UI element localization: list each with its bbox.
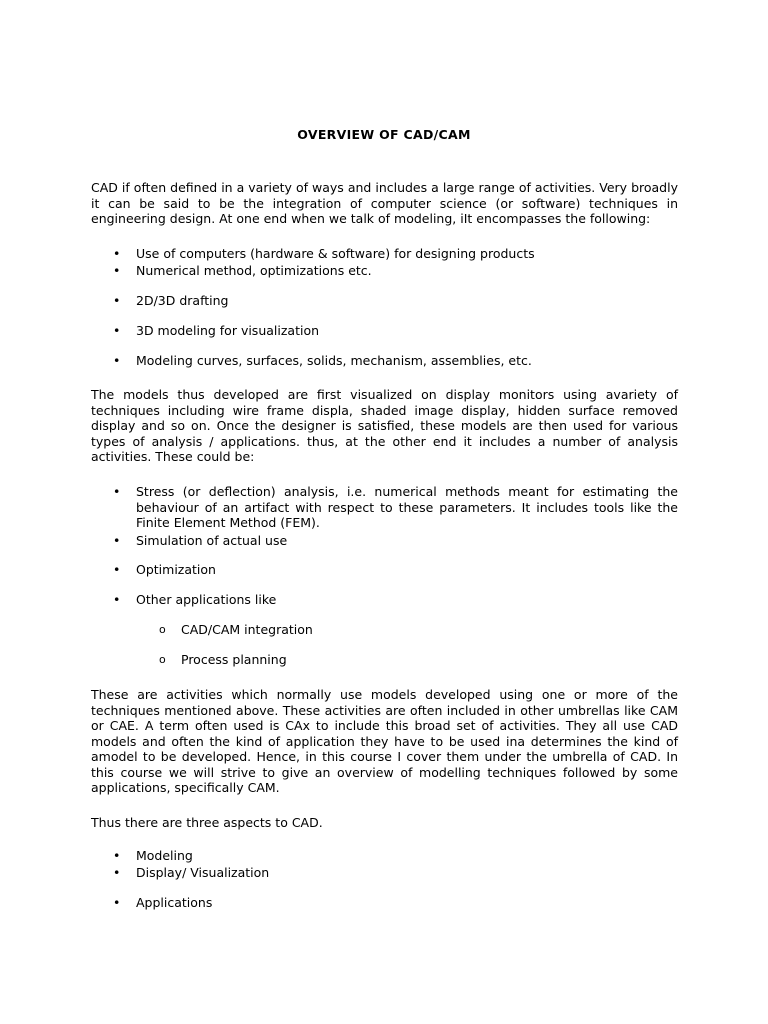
sub-list-item-text: Process planning [181, 652, 287, 667]
list-item-text: Other applications like [136, 592, 277, 607]
page-title: OVERVIEW OF CAD/CAM [297, 127, 471, 142]
list-item [113, 533, 678, 549]
bullet-icon: • [113, 865, 121, 880]
sub-list-item [159, 622, 659, 638]
list-item-text: Numerical method, optimizations etc. [136, 263, 372, 278]
bullet-icon: • [113, 533, 121, 548]
list-item [113, 246, 678, 262]
intro-paragraph: CAD if often defined in a variety of ways and includes a large range of activities. Very broadly it can be said to be the integration of computer science (or software) techniques in engineering design. At one end when we talk of modeling, iIt encompasses the following: [91, 180, 678, 226]
list-item-text: Applications [136, 895, 213, 910]
list-item [113, 562, 678, 578]
list-item-text: Optimization [136, 562, 216, 577]
bullet-icon: • [113, 895, 121, 910]
list-item [113, 848, 678, 864]
list-item-text: Simulation of actual use [136, 533, 288, 548]
bullet-icon: • [113, 353, 121, 368]
circle-bullet-icon: o [159, 623, 166, 636]
sub-list-item-text: CAD/CAM integration [181, 622, 313, 637]
list-item [113, 323, 678, 339]
list-item-text: Display/ Visualization [136, 865, 270, 880]
list-item [113, 263, 678, 279]
activities-paragraph: These are activities which normally use models developed using one or more of the techniques mentioned above. These activities are often included in other umbrellas like CAM or CAE. A term often used is CAx to include this broad set of activities. They all use CAD models and often the kind of application they have to be used ina determines the kind of amodel to be developed. Hence, in this course I cover them under the umbrella of CAD. In this course we will strive to give an overview of modelling techniques followed by some applications, specifically CAM. [91, 687, 678, 795]
bullet-icon: • [113, 562, 121, 577]
aspects-paragraph: Thus there are three aspects to CAD. [91, 815, 323, 830]
bullet-icon: • [113, 293, 121, 308]
list-item [113, 865, 678, 881]
sub-list-item [159, 652, 659, 668]
bullet-icon: • [113, 484, 121, 499]
list-item-text: Stress (or deflection) analysis, i.e. numerical methods meant for estimating the behaviour of an artifact with respect to these parameters. It includes tools like the Finite Element Method (FEM). [136, 484, 678, 530]
list-item-text: 2D/3D drafting [136, 293, 229, 308]
list-item [113, 592, 678, 608]
list-item-text: Modeling [136, 848, 193, 863]
list-item [113, 895, 678, 911]
models-paragraph: The models thus developed are first visualized on display monitors using avariety of techniques including wire frame displa, shaded image display, hidden surface removed display and so on. Once the designer is satisfied, these models are then used for various types of analysis / applications. thus, at the other end it includes a number of analysis activities. These could be: [91, 387, 678, 464]
bullet-icon: • [113, 323, 121, 338]
bullet-icon: • [113, 848, 121, 863]
bullet-icon: • [113, 246, 121, 261]
circle-bullet-icon: o [159, 653, 166, 666]
list-item-text: Modeling curves, surfaces, solids, mechanism, assemblies, etc. [136, 353, 532, 368]
list-item-text: Use of computers (hardware & software) for designing products [136, 246, 535, 261]
bullet-icon: • [113, 592, 121, 607]
list-item-text: 3D modeling for visualization [136, 323, 320, 338]
list-item [113, 293, 678, 309]
list-item [113, 484, 678, 531]
list-item [113, 353, 678, 369]
bullet-icon: • [113, 263, 121, 278]
